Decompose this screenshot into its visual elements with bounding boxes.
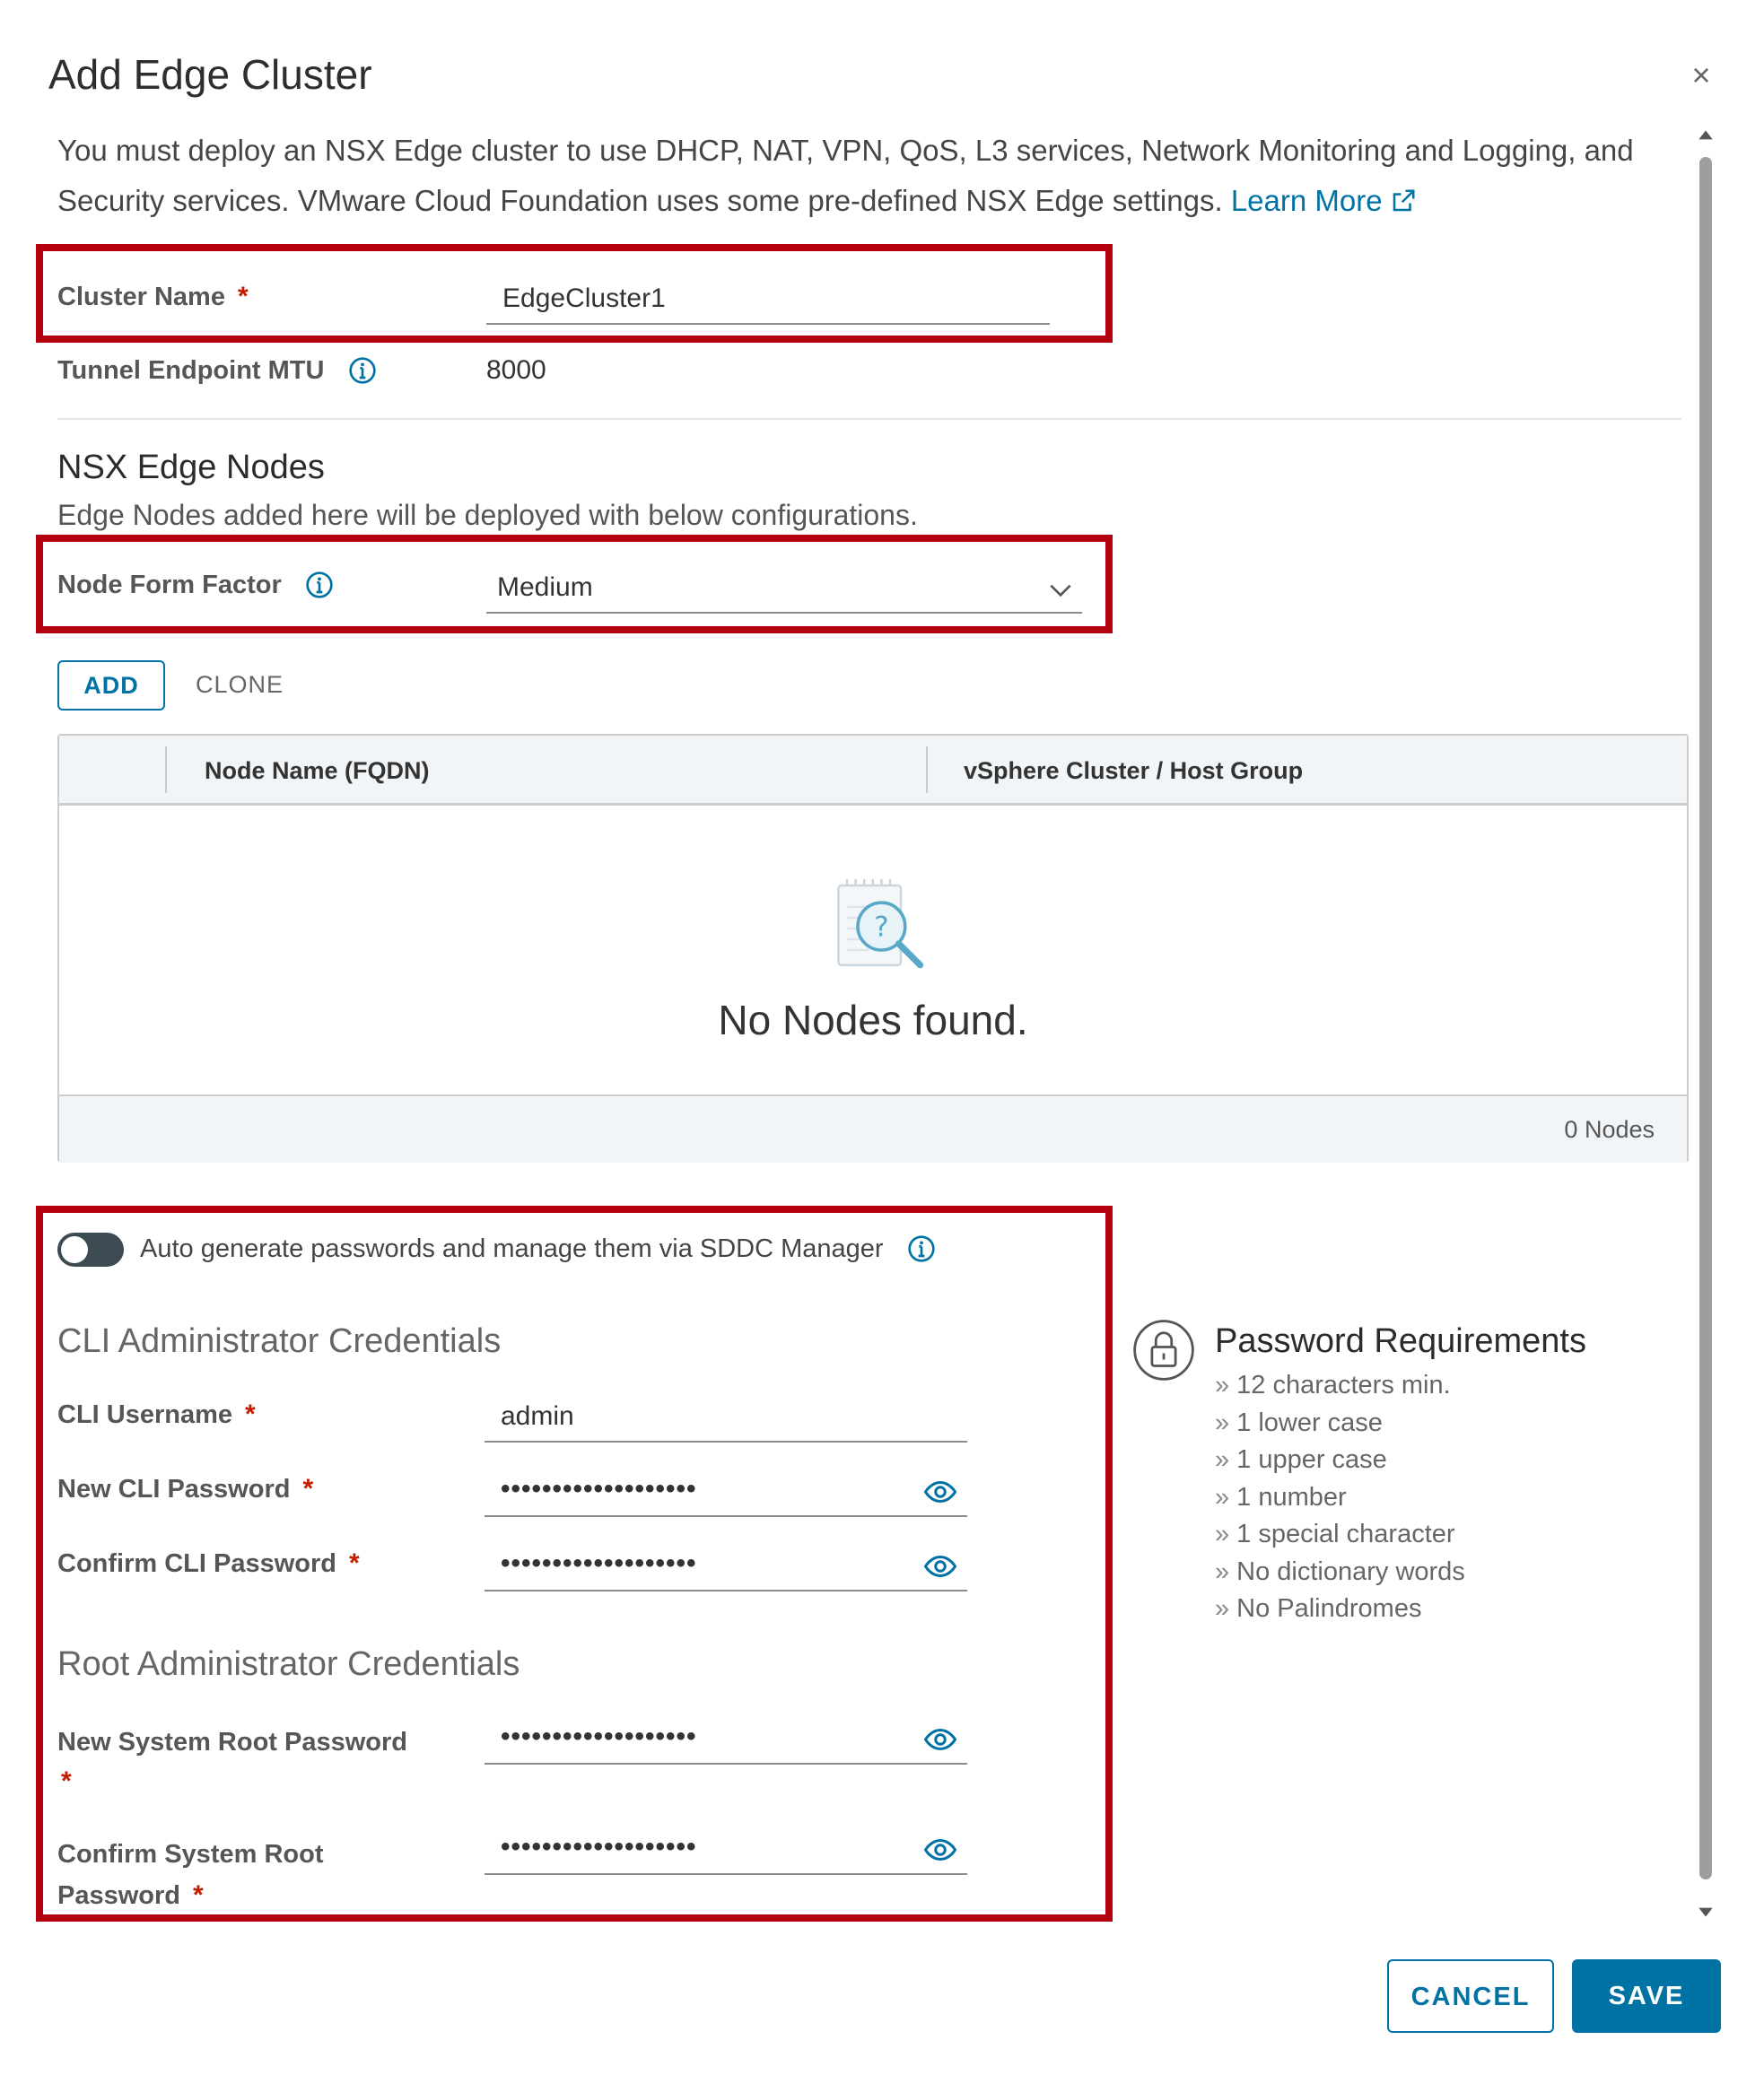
chevron-icon: » <box>1215 1371 1230 1400</box>
confirm-cli-password-value[interactable]: ••••••••••••••••••• <box>501 1548 697 1578</box>
save-button[interactable]: SAVE <box>1572 1959 1721 2033</box>
required-mark: * <box>61 1766 72 1796</box>
form-factor-select[interactable] <box>486 565 1082 614</box>
eye-icon[interactable] <box>924 1723 956 1756</box>
chevron-icon: » <box>1215 1594 1230 1623</box>
mtu-label <box>57 356 377 386</box>
cancel-button[interactable]: CANCEL <box>1387 1959 1554 2033</box>
add-button[interactable]: ADD <box>57 660 165 711</box>
scroll-up-arrow-icon[interactable] <box>1696 126 1716 145</box>
requirement-text: 1 upper case <box>1236 1445 1387 1474</box>
eye-icon[interactable] <box>924 1550 956 1583</box>
toggle-knob[interactable] <box>61 1236 88 1263</box>
cli-username-label <box>57 1400 256 1430</box>
cli-username-label-text: CLI Username <box>57 1400 233 1429</box>
requirement-item <box>1215 1591 1681 1628</box>
clone-button[interactable]: CLONE <box>196 671 284 698</box>
mtu-value: 8000 <box>486 355 546 385</box>
requirement-text: No Palindromes <box>1236 1594 1422 1623</box>
required-mark: * <box>302 1474 314 1504</box>
column-divider <box>165 746 167 793</box>
password-requirements-list <box>1215 1367 1681 1628</box>
chevron-down-icon[interactable] <box>1046 576 1075 605</box>
chevron-icon: » <box>1215 1408 1230 1437</box>
info-icon[interactable] <box>305 571 334 599</box>
new-cli-password-label <box>57 1474 313 1504</box>
mtu-label-text: Tunnel Endpoint MTU <box>57 356 325 385</box>
lock-icon <box>1132 1319 1195 1382</box>
new-cli-password-value[interactable]: ••••••••••••••••••• <box>501 1474 697 1504</box>
new-cli-password-label-text: New CLI Password <box>57 1475 291 1504</box>
cluster-name-value[interactable]: EdgeCluster1 <box>502 283 666 313</box>
cluster-name-label-text: Cluster Name <box>57 283 225 311</box>
confirm-root-password-label-line1: Confirm System Root <box>57 1840 324 1869</box>
section-divider <box>57 418 1681 420</box>
edge-nodes-title: NSX Edge Nodes <box>57 449 325 486</box>
grid-footer <box>59 1094 1687 1163</box>
root-credentials-title: Root Administrator Credentials <box>57 1645 520 1683</box>
nodes-grid <box>57 734 1689 1163</box>
intro-description: You must deploy an NSX Edge cluster to use DHCP, NAT, VPN, QoS, L3 services, Network Monitoring and Logging, and Security services. VMware Cloud Foundation uses some pre-defined NSX Edge settings. <box>57 134 1634 217</box>
cli-credentials-title: CLI Administrator Credentials <box>57 1322 502 1360</box>
cluster-name-label <box>57 282 249 312</box>
cli-username-input[interactable] <box>485 1394 967 1443</box>
chevron-icon: » <box>1215 1445 1230 1474</box>
edge-nodes-subtitle: Edge Nodes added here will be deployed with below configurations. <box>57 499 918 531</box>
requirement-item <box>1215 1367 1681 1405</box>
cli-username-value[interactable]: admin <box>501 1401 574 1431</box>
no-results-icon <box>825 870 933 987</box>
auto-generate-label <box>140 1234 936 1264</box>
node-count: 0 Nodes <box>1564 1116 1655 1143</box>
intro-text <box>57 126 1690 226</box>
form-factor-value[interactable]: Medium <box>497 572 593 602</box>
new-root-password-label-text: New System Root Password <box>57 1728 407 1757</box>
required-mark: * <box>245 1400 256 1429</box>
requirement-text: 1 number <box>1236 1482 1347 1512</box>
eye-icon[interactable] <box>924 1476 956 1508</box>
new-root-password-value[interactable]: ••••••••••••••••••• <box>501 1722 697 1751</box>
dialog-title: Add Edge Cluster <box>48 51 372 98</box>
scrollbar-thumb[interactable] <box>1699 157 1712 1879</box>
close-button[interactable] <box>1685 59 1717 92</box>
chevron-icon: » <box>1215 1520 1230 1548</box>
required-mark: * <box>237 282 249 311</box>
requirement-item <box>1215 1405 1681 1443</box>
grid-header <box>59 736 1687 806</box>
required-mark: * <box>193 1880 204 1910</box>
requirement-item <box>1215 1442 1681 1479</box>
requirement-item <box>1215 1554 1681 1591</box>
confirm-cli-password-label <box>57 1548 360 1579</box>
learn-more-label[interactable]: Learn More <box>1230 184 1383 217</box>
auto-generate-toggle[interactable] <box>57 1233 124 1267</box>
new-root-password-input[interactable] <box>485 1716 967 1765</box>
confirm-root-password-input[interactable] <box>485 1827 967 1875</box>
learn-more-link[interactable] <box>1231 184 1417 217</box>
column-vsphere-cluster[interactable]: vSphere Cluster / Host Group <box>964 757 1304 784</box>
requirement-item <box>1215 1479 1681 1517</box>
new-root-password-label <box>57 1722 452 1801</box>
info-icon[interactable] <box>907 1234 936 1263</box>
eye-icon[interactable] <box>924 1834 956 1866</box>
scroll-down-arrow-icon[interactable] <box>1696 1902 1716 1922</box>
form-factor-label-text: Node Form Factor <box>57 571 282 599</box>
requirement-text: No dictionary words <box>1236 1556 1465 1586</box>
svg-text:?: ? <box>874 911 889 944</box>
requirement-text: 1 lower case <box>1236 1408 1383 1437</box>
confirm-root-password-label <box>57 1834 452 1916</box>
new-cli-password-input[interactable] <box>485 1469 967 1517</box>
auto-generate-text: Auto generate passwords and manage them via SDDC Manager <box>140 1234 884 1263</box>
external-link-icon[interactable] <box>1390 187 1417 214</box>
requirement-text: 1 special character <box>1236 1520 1455 1548</box>
confirm-cli-password-input[interactable] <box>485 1543 967 1591</box>
chevron-icon: » <box>1215 1482 1230 1512</box>
confirm-root-password-value[interactable]: ••••••••••••••••••• <box>501 1832 697 1862</box>
cluster-name-input[interactable] <box>486 276 1050 325</box>
info-icon[interactable] <box>348 356 377 385</box>
column-divider <box>926 746 928 793</box>
chevron-icon: » <box>1215 1556 1230 1586</box>
requirement-item <box>1215 1516 1681 1554</box>
column-node-name[interactable]: Node Name (FQDN) <box>205 757 430 784</box>
requirement-text: 12 characters min. <box>1236 1371 1451 1400</box>
close-icon[interactable]: × <box>1691 57 1711 93</box>
confirm-root-password-label-line2: Password <box>57 1881 180 1910</box>
form-factor-label <box>57 571 334 600</box>
empty-state-text: No Nodes found. <box>718 997 1028 1043</box>
required-mark: * <box>349 1548 360 1578</box>
password-requirements-title: Password Requirements <box>1215 1322 1586 1360</box>
confirm-cli-password-label-text: Confirm CLI Password <box>57 1549 336 1578</box>
